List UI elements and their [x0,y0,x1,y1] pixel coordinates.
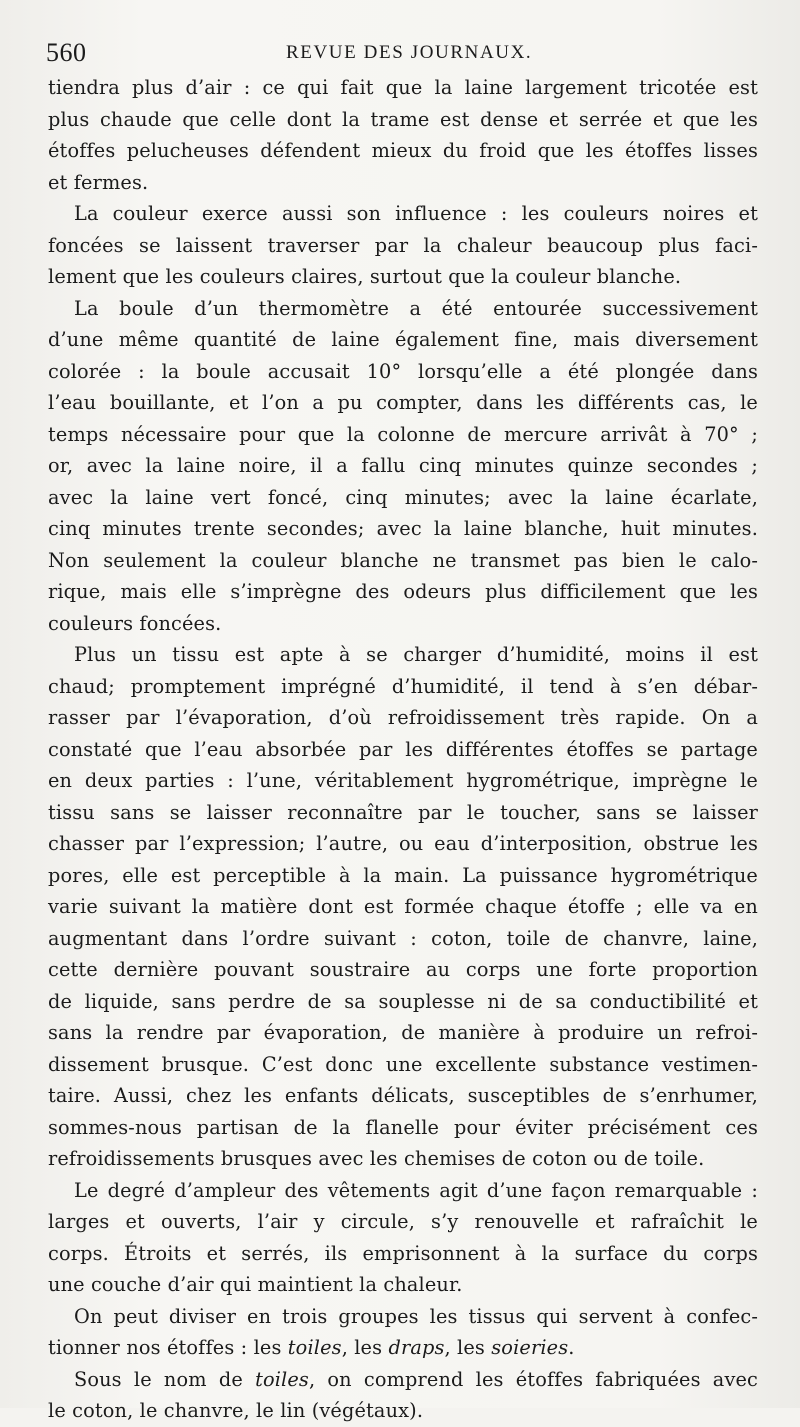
text-line: temps nécessaire pour que la colonne de mercure arrivât à 70° ; [48,422,758,446]
text-line: augmentant dans l’ordre suivant : coton, toile de chanvre, laine, [48,926,758,950]
text-line: constaté que l’eau absorbée par les différentes étoffes se partage [48,737,758,761]
text-line: chaud; promptement imprégné d’humidité, il tend à s’en débar- [48,674,758,698]
text-line: sommes-nous partisan de la flanelle pour éviter précisément ces [48,1115,758,1139]
text-line: avec la laine vert foncé, cinq minutes; avec la laine écarlate, [48,485,758,509]
body-text [48,72,758,1427]
text-line: La boule d’un thermomètre a été entourée successivement [74,296,758,320]
text-line: et fermes. [48,170,149,194]
text-line: foncées se laissent traverser par la chaleur beaucoup plus faci- [48,233,758,257]
text-line: sans la rendre par évaporation, de manière à produire un refroi- [48,1021,758,1044]
text-line: dissement brusque. C’est donc une excellente substance vestimen- [48,1052,758,1076]
text-line: colorée : la boule accusait 10° lorsqu’elle a été plongée dans [48,359,758,383]
text-line: plus chaude que celle dont la trame est dense et serrée et que les [48,107,758,131]
text-line: larges et ouverts, l’air y circule, s’y renouvelle et rafraîchit le [48,1210,758,1233]
text-line: corps. Étroits et serrés, ils emprisonnent à la surface du corps [48,1241,758,1265]
text-line: le coton, le chanvre, le lin (végétaux). [48,1399,424,1422]
text-line: de liquide, sans perdre de sa souplesse ni de sa conductibilité et [48,989,758,1013]
text-line: On peut diviser en trois groupes les tissus qui servent à confec- [74,1304,758,1328]
text-line: couleurs foncées. [48,611,222,635]
text-line: d’une même quantité de laine également fine, mais diversement [48,328,758,351]
text-line: Le degré d’ampleur des vêtements agit d’une façon remarquable : [74,1178,758,1202]
text-line: en deux parties : l’une, véritablement hygrométrique, imprègne le [48,769,758,792]
page-header [46,34,766,74]
running-head: REVUE DES JOURNAUX. [286,42,533,63]
italic-term: draps [388,1336,445,1359]
text-line: rique, mais elle s’imprègne des odeurs plus difficilement que les [48,580,758,603]
text-line: cette dernière pouvant soustraire au corps une forte proportion [48,958,758,981]
text-line: cinq minutes trente secondes; avec la laine blanche, huit minutes. [48,517,758,540]
text-line: une couche d’air qui maintient la chaleur. [48,1273,463,1296]
text-line: rasser par l’évaporation, d’où refroidissement très rapide. On a [48,706,758,729]
text-line-with-italics: Sous le nom de toiles, on comprend les étoffes fabriquées avec [74,1367,758,1391]
text-line: taire. Aussi, chez les enfants délicats, susceptibles de s’enrhumer, [48,1084,758,1107]
text-line: Non seulement la couleur blanche ne transmet pas bien le calo- [48,548,758,572]
page-number: 560 [46,38,87,67]
text-line: tissu sans se laisser reconnaître par le toucher, sans se laisser [48,800,758,824]
text-line: La couleur exerce aussi son influence : les couleurs noires et [74,202,758,225]
text-line: Plus un tissu est apte à se charger d’humidité, moins il est [74,643,758,666]
text-line: l’eau bouillante, et l’on a pu compter, dans les différents cas, le [48,391,758,414]
text-line: étoffes pelucheuses défendent mieux du froid que les étoffes lisses [48,139,758,162]
text-line-with-italics: tionner nos étoffes : les toiles, les draps, les soieries. [48,1336,575,1359]
italic-term: toiles [255,1367,309,1391]
italic-term: soieries [491,1336,569,1359]
text-line: lement que les couleurs claires, surtout que la couleur blanche. [48,265,682,288]
text-line: pores, elle est perceptible à la main. La puissance hygrométrique [48,863,758,887]
text-line: chasser par l’expression; l’autre, ou eau d’interposition, obstrue les [48,832,758,855]
italic-term: toiles [287,1336,342,1359]
text-line: varie suivant la matière dont est formée chaque étoffe ; elle va en [48,895,758,918]
text-line: refroidissements brusques avec les chemises de coton ou de toile. [48,1147,705,1170]
text-line: or, avec la laine noire, il a fallu cinq minutes quinze secondes ; [48,454,758,477]
text-line: tiendra plus d’air : ce qui fait que la laine largement tricotée est [48,76,758,99]
